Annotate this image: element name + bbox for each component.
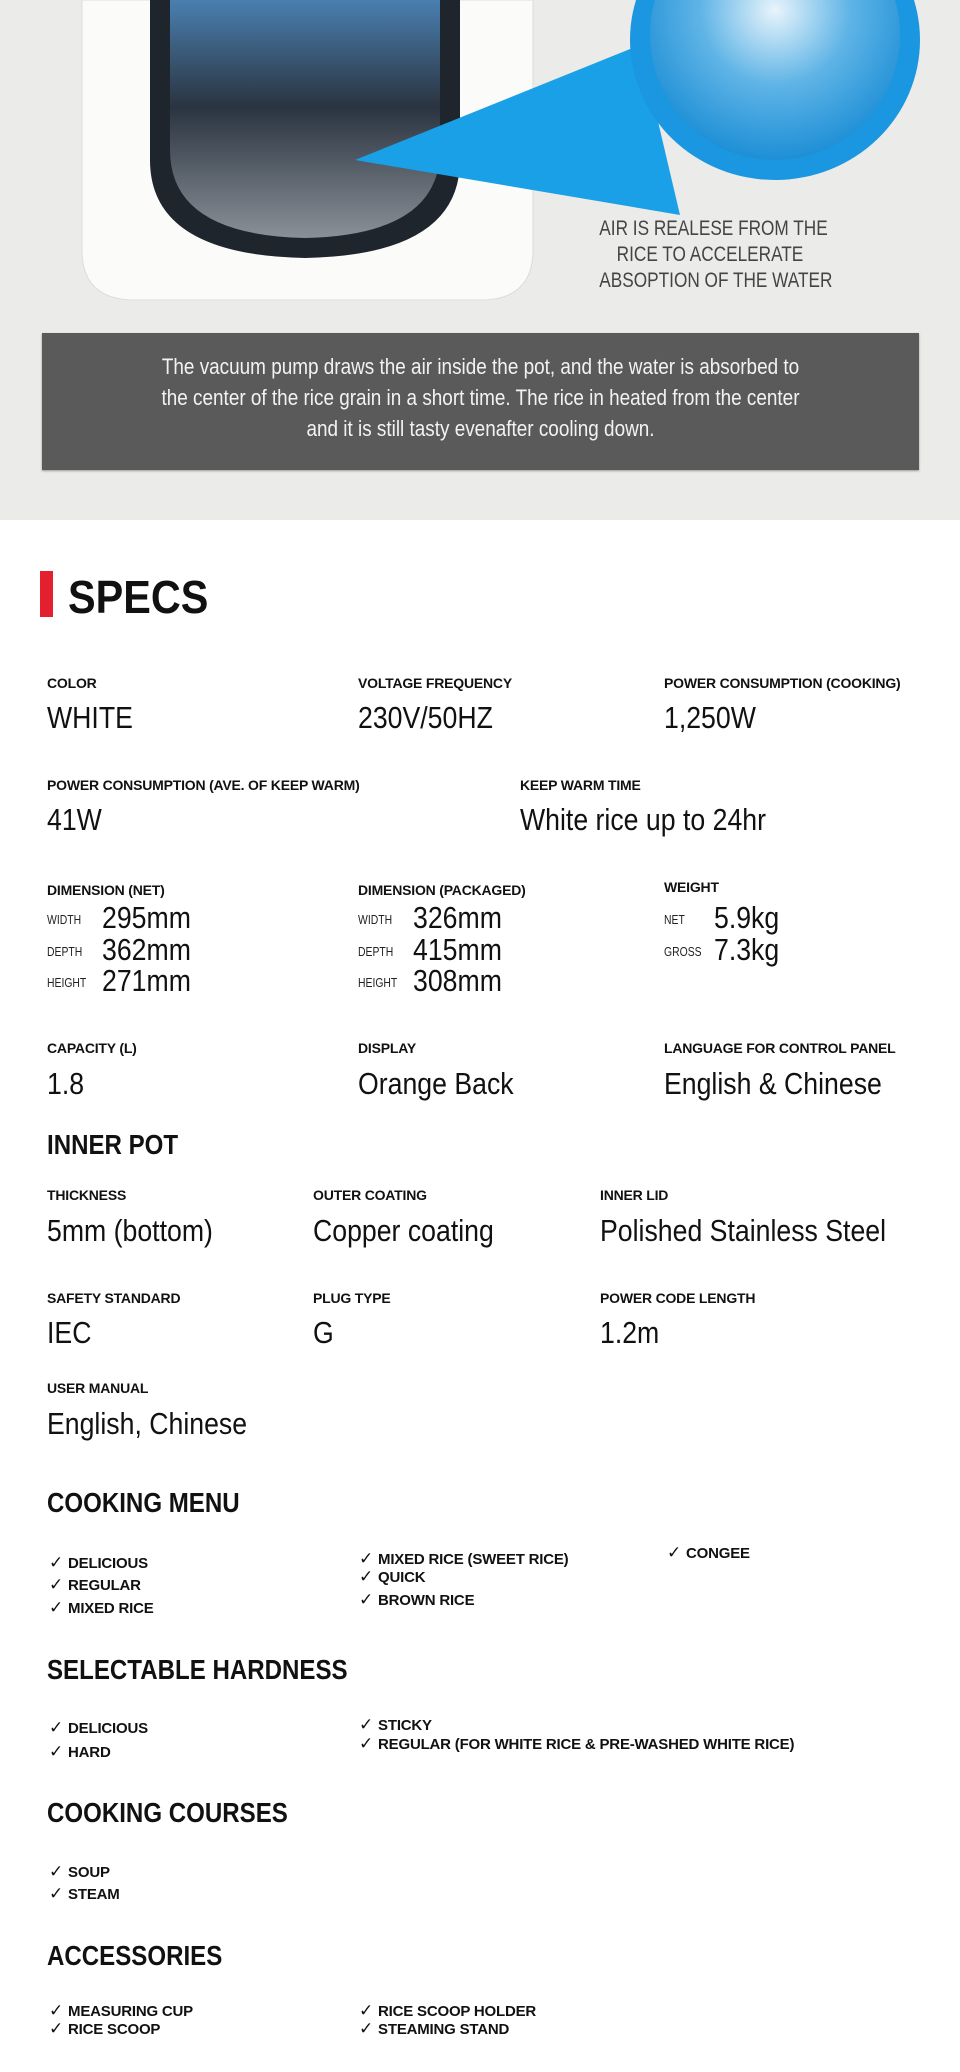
check-icon: ✓ — [49, 1862, 64, 1881]
spec-label: LANGUAGE FOR CONTROL PANEL — [664, 1040, 896, 1056]
spec-value: IEC — [47, 1315, 92, 1350]
checklist-item: ✓ MIXED RICE (SWEET RICE) — [359, 1549, 569, 1568]
checklist-item: ✓ QUICK — [359, 1567, 426, 1586]
spec-value: 1,250W — [664, 700, 756, 735]
check-icon: ✓ — [49, 1884, 64, 1903]
check-icon: ✓ — [49, 1575, 64, 1594]
checklist-item: ✓ STICKY — [359, 1715, 432, 1734]
spec-value: White rice up to 24hr — [520, 802, 766, 837]
spec-value: G — [313, 1315, 334, 1350]
weight-value: 7.3kg — [714, 932, 780, 967]
callout-line: AIR IS REALESE FROM THE — [599, 217, 828, 240]
spec-label: DIMENSION (PACKAGED) — [358, 882, 526, 898]
dim-key: HEIGHT — [47, 975, 87, 990]
checklist-item: ✓ CONGEE — [667, 1543, 750, 1562]
spec-value: 5mm (bottom) — [47, 1213, 213, 1248]
dim-key: DEPTH — [358, 944, 394, 959]
checklist-item: ✓ STEAMING STAND — [359, 2019, 510, 2038]
dim-value: 326mm — [413, 900, 502, 935]
dim-key: WIDTH — [358, 912, 393, 927]
dim-key: WIDTH — [47, 912, 82, 927]
spec-value: Polished Stainless Steel — [600, 1213, 887, 1248]
spec-label: USER MANUAL — [47, 1380, 149, 1396]
spec-value: Orange Back — [358, 1066, 514, 1101]
checklist-item: ✓ MEASURING CUP — [49, 2001, 193, 2020]
checklist-item: ✓ BROWN RICE — [359, 1590, 475, 1609]
dim-value: 271mm — [102, 963, 191, 998]
caption-line: The vacuum pump draws the air inside the pot, and the water is absorbed to — [161, 354, 800, 379]
check-icon: ✓ — [49, 2001, 64, 2020]
checklist-item: ✓ MIXED RICE — [49, 1598, 154, 1617]
check-icon: ✓ — [49, 1598, 64, 1617]
check-icon: ✓ — [49, 1742, 64, 1761]
caption-box — [42, 333, 919, 470]
callout-line: ABSOPTION OF THE WATER — [599, 269, 833, 292]
checklist-item: ✓ REGULAR — [49, 1575, 141, 1594]
callout-text — [599, 216, 833, 294]
spec-label: COLOR — [47, 675, 97, 691]
caption-line: the center of the rice grain in a short time. The rice in heated from the center — [161, 385, 800, 410]
callout-line: RICE TO ACCELERATE — [616, 243, 804, 266]
section-accent-bar — [40, 571, 53, 617]
spec-label: DISPLAY — [358, 1040, 416, 1056]
checklist-item: ✓ RICE SCOOP — [49, 2019, 161, 2038]
spec-value: 1.8 — [47, 1066, 85, 1101]
check-icon: ✓ — [49, 1553, 64, 1572]
check-icon: ✓ — [359, 1549, 374, 1568]
check-icon: ✓ — [359, 1715, 374, 1734]
spec-label: THICKNESS — [47, 1187, 127, 1203]
checklist-item: ✓ DELICIOUS — [49, 1553, 148, 1572]
check-icon: ✓ — [49, 2019, 64, 2038]
check-icon: ✓ — [359, 1567, 374, 1586]
vacuum-illustration — [0, 0, 960, 520]
spec-value: 41W — [47, 802, 102, 837]
spec-value: 230V/50HZ — [358, 700, 493, 735]
spec-label: POWER CONSUMPTION (AVE. OF KEEP WARM) — [47, 777, 360, 793]
check-icon: ✓ — [359, 1590, 374, 1609]
spec-label: OUTER COATING — [313, 1187, 427, 1203]
spec-value: 1.2m — [600, 1315, 660, 1350]
spec-label: CAPACITY (L) — [47, 1040, 137, 1056]
spec-label: PLUG TYPE — [313, 1290, 391, 1306]
checklist-item: ✓ HARD — [49, 1742, 111, 1761]
checklist-item: ✓ STEAM — [49, 1884, 120, 1903]
check-icon: ✓ — [359, 1734, 374, 1753]
cooking-menu-heading: COOKING MENU — [47, 1487, 240, 1518]
dim-value: 415mm — [413, 932, 502, 967]
spec-label: WEIGHT — [664, 879, 719, 895]
checklist-item: ✓ SOUP — [49, 1862, 110, 1881]
checklist-item: ✓ REGULAR (FOR WHITE RICE & PRE-WASHED WHITE RICE) — [359, 1734, 795, 1753]
accessories-heading: ACCESSORIES — [47, 1940, 223, 1971]
spec-label: VOLTAGE FREQUENCY — [358, 675, 512, 691]
weight-value: 5.9kg — [714, 900, 780, 935]
specs-title: SPECS — [68, 571, 209, 623]
hardness-heading: SELECTABLE HARDNESS — [47, 1654, 348, 1685]
caption-line: and it is still tasty evenafter cooling down. — [306, 416, 655, 441]
dim-value: 308mm — [413, 963, 502, 998]
dim-value: 295mm — [102, 900, 191, 935]
spec-label: KEEP WARM TIME — [520, 777, 641, 793]
spec-value: English, Chinese — [47, 1406, 248, 1441]
spec-value: WHITE — [47, 700, 133, 735]
spec-label: DIMENSION (NET) — [47, 882, 165, 898]
checklist-item: ✓ RICE SCOOP HOLDER — [359, 2001, 537, 2020]
spec-label: SAFETY STANDARD — [47, 1290, 181, 1306]
spec-label: POWER CONSUMPTION (COOKING) — [664, 675, 901, 691]
inner-pot-heading: INNER POT — [47, 1129, 179, 1160]
checklist-item: ✓ DELICIOUS — [49, 1718, 148, 1737]
dim-key: DEPTH — [47, 944, 83, 959]
courses-heading: COOKING COURSES — [47, 1797, 288, 1828]
spec-label: POWER CODE LENGTH — [600, 1290, 756, 1306]
check-icon: ✓ — [667, 1543, 682, 1562]
check-icon: ✓ — [359, 2019, 374, 2038]
spec-label: INNER LID — [600, 1187, 669, 1203]
weight-key: NET — [664, 912, 685, 927]
check-icon: ✓ — [359, 2001, 374, 2020]
weight-key: GROSS — [664, 944, 702, 959]
check-icon: ✓ — [49, 1718, 64, 1737]
spec-value: Copper coating — [313, 1213, 494, 1248]
spec-value: English & Chinese — [664, 1066, 882, 1101]
dim-value: 362mm — [102, 932, 191, 967]
dim-key: HEIGHT — [358, 975, 398, 990]
